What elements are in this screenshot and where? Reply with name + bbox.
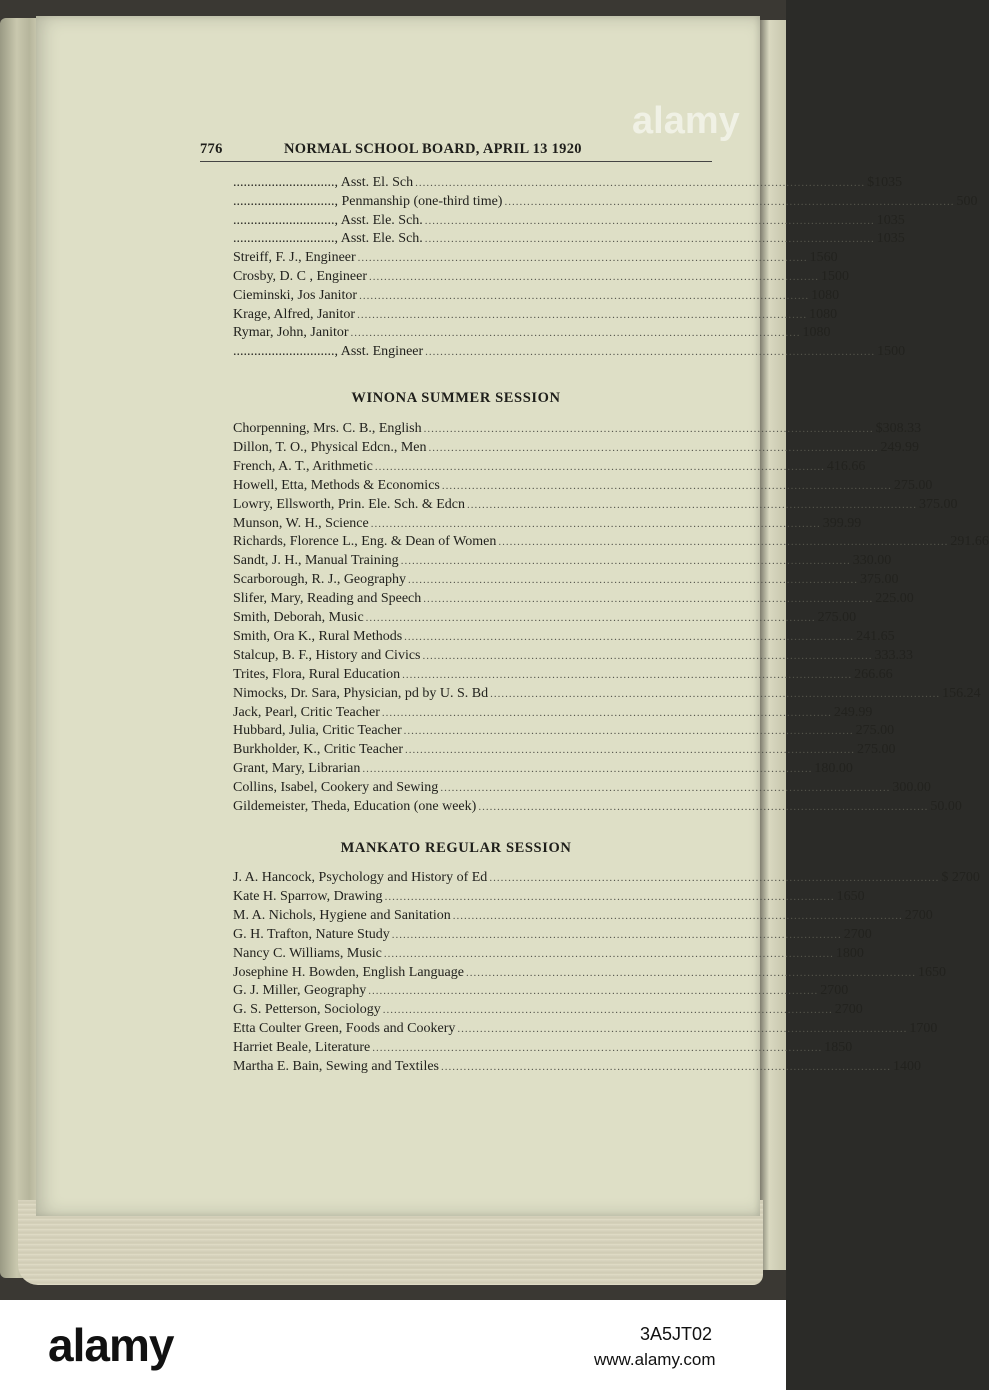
entry-name: ............................., Asst. Ele. Sch. [233,231,423,247]
leader-dots: ........................................................................................................................ [465,966,916,979]
entry-name: Munson, W. H., Science [233,515,369,531]
entry-amount: 330.00 [852,553,892,569]
leader-dots: ........................................................................................................................ [424,233,875,246]
entry-name: Slifer, Mary, Reading and Speech [233,591,422,607]
entry-amount: 1080 [811,287,840,303]
ledger-row [233,722,895,740]
entry-name: ............................., Asst. Engineer [233,344,424,360]
entry-amount: 416.66 [826,458,866,474]
entry-amount: 266.66 [854,666,893,682]
ledger-row [233,760,853,778]
entry-name: Josephine H. Bowden, English Language [233,964,464,980]
leader-dots: ........................................................................................................................ [365,612,816,624]
entry-name: Burkholder, K., Critic Teacher [233,742,404,758]
entry-name: M. A. Nichols, Hygiene and Sanitation [233,907,451,923]
ledger-row [233,628,895,646]
ledger-row [233,193,978,211]
ledger-row [233,1058,922,1076]
entry-amount: 1800 [835,945,864,961]
leader-dots: ........................................................................................................................ [369,271,820,283]
leader-dots: ........................................................................................................................ [428,441,879,454]
leader-dots: ........................................................................................................................ [382,1004,833,1017]
ledger-row [233,230,905,248]
ledger-row [233,287,840,305]
entry-name: Lowry, Ellsworth, Prin. Ele. Sch. & Edcn [233,496,466,512]
leader-dots: ........................................................................................................................ [405,744,856,757]
ledger-row [233,533,989,551]
leader-dots: ........................................................................................................................ [490,687,941,700]
entry-amount: 275.00 [855,723,895,739]
leader-dots: ........................................................................................................................ [423,593,874,606]
ledger-row [233,666,893,684]
entry-name: Rymar, John, Janitor [233,325,349,341]
leader-dots: ........................................................................................................................ [403,725,854,738]
leader-dots: ........................................................................................................................ [404,630,855,643]
entry-name: Dillon, T. O., Physical Edcn., Men [233,439,427,455]
entry-name: G. S. Petterson, Sociology [233,1002,381,1018]
leader-dots: ........................................................................................................................ [478,801,929,813]
ledger-row [233,647,913,665]
entry-name: Collins, Isabel, Cookery and Sewing [233,780,439,796]
entry-amount: 275.00 [857,742,896,758]
ledger-row [233,249,838,267]
entry-amount: 1700 [909,1021,938,1037]
entry-name: Smith, Ora K., Rural Methods [233,628,403,644]
entry-amount: 333.33 [874,647,913,663]
entry-name: ............................., Asst. El. Sch [233,175,414,190]
leader-dots: ........................................................................................................................ [440,782,891,795]
leader-dots: ........................................................................................................................ [441,479,892,492]
entry-amount: 1560 [809,250,838,266]
entry-name: Cieminski, Jos Janitor [233,287,358,303]
entry-amount: 375.00 [860,572,899,588]
winona-section-title: WINONA SUMMER SESSION [351,390,561,406]
entry-amount: 241.65 [856,628,895,644]
leader-dots: ........................................................................................................................ [374,460,825,473]
entry-amount: $308.33 [875,421,922,436]
entry-name: Smith, Deborah, Music [233,610,364,625]
entry-amount: 1080 [802,325,831,341]
ledger-row [233,268,850,286]
entry-name: Sandt, J. H., Manual Training [233,553,399,569]
leader-dots: ........................................................................................................................ [425,346,876,359]
leader-dots: ........................................................................................................................ [384,890,835,903]
ledger-row [233,907,933,925]
entry-amount: 1850 [824,1040,853,1056]
entry-amount: $1035 [867,175,903,190]
entry-name: Richards, Florence L., Eng. & Dean of Women [233,534,497,550]
leader-dots: ........................................................................................................................ [372,1042,823,1055]
entry-amount: 1400 [893,1059,922,1074]
entry-name: Nancy C. Williams, Music [233,945,382,961]
leader-dots: ........................................................................................................................ [408,574,859,587]
leader-dots: ........................................................................................................................ [402,668,853,681]
entry-amount: 249.99 [880,439,920,455]
ledger-row [233,704,873,722]
entry-amount: 500 [956,193,978,209]
entry-amount: 1035 [876,231,905,247]
leader-dots: ........................................................................................................................ [467,498,918,511]
entry-amount: 2700 [843,926,872,942]
ledger-row [233,609,857,627]
leader-dots: ........................................................................................................................ [383,947,834,960]
entry-name: Trites, Flora, Rural Education [233,666,401,682]
entry-name: Martha E. Bain, Sewing and Textiles [233,1059,440,1074]
entry-name: Streiff, F. J., Engineer [233,250,356,266]
ledger-row [233,798,962,816]
alamy-logo: alamy [48,1319,174,1371]
leader-dots: ........................................................................................................................ [498,536,949,549]
ledger-row [233,458,866,476]
ledger-row [233,306,838,324]
entry-amount: 1080 [809,306,838,322]
ledger-row [233,1020,938,1038]
ledger-row [233,945,864,963]
ledger-row [233,926,872,944]
ledger-row [233,1001,863,1019]
leader-dots: ........................................................................................................................ [357,252,808,265]
entry-name: Jack, Pearl, Critic Teacher [233,704,380,720]
entry-name: Hubbard, Julia, Critic Teacher [233,723,402,739]
entry-amount: $ 2700 [941,870,980,885]
ledger-row [233,343,906,361]
ledger-row [233,477,933,495]
entry-name: Scarborough, R. J., Geography [233,572,407,588]
ledger-row [233,571,899,589]
entry-amount: 2700 [820,983,849,999]
watermark-text: alamy [632,100,740,142]
entry-amount: 1500 [877,344,906,360]
entry-name: Harriet Beale, Literature [233,1040,371,1056]
leader-dots: ........................................................................................................................ [400,555,851,568]
entry-amount: 2700 [834,1002,863,1018]
leader-dots: ........................................................................................................................ [415,177,866,189]
entry-name: Howell, Etta, Methods & Economics [233,477,440,493]
entry-amount: 156.24 [942,685,981,701]
ledger-row [233,174,903,192]
entry-amount: 249.99 [833,704,873,720]
page-number: 776 [200,141,223,157]
leader-dots: ........................................................................................................................ [452,909,903,922]
mankato-section-title: MANKATO REGULAR SESSION [340,840,572,856]
entry-amount: 1650 [836,888,865,904]
leader-dots: ........................................................................................................................ [381,706,832,719]
ledger-row [233,982,849,1000]
leader-dots: ........................................................................................................................ [504,195,955,208]
entry-amount: 275.00 [893,477,933,493]
ledger-row [233,496,958,514]
entry-name: G. J. Miller, Geography [233,983,367,999]
running-title: NORMAL SCHOOL BOARD, APRIL 13 1920 [284,141,582,157]
leader-dots: ........................................................................................................................ [422,649,873,662]
entry-name: Grant, Mary, Librarian [233,761,361,777]
ledger-row [233,590,914,608]
ledger-row [233,439,920,457]
ledger-row [233,515,862,533]
entry-amount: 375.00 [919,496,958,512]
entry-amount: 2700 [904,907,933,923]
ledger-row [233,552,892,570]
leader-dots: ........................................................................................................................ [357,308,808,321]
ledger-row [233,1039,853,1057]
leader-dots: ........................................................................................................................ [489,872,940,884]
entry-name: Nimocks, Dr. Sara, Physician, pd by U. S. Bd [233,685,489,701]
ledger-row [233,964,946,982]
leader-dots: ........................................................................................................................ [370,517,821,530]
ledger-row [233,420,922,438]
image-id: 3A5JT02 [640,1324,713,1344]
entry-amount: 300.00 [892,780,931,796]
entry-name: French, A. T., Arithmetic [233,458,373,474]
leader-dots: ........................................................................................................................ [391,928,842,941]
leader-dots: ........................................................................................................................ [424,214,875,227]
leader-dots: ........................................................................................................................ [457,1023,908,1036]
site-url: www.alamy.com [594,1350,716,1369]
entry-name: ............................., Penmanship (one-third time) [233,193,503,209]
entry-name: Kate H. Sparrow, Drawing [233,888,383,904]
leader-dots: ........................................................................................................................ [362,763,813,776]
entry-name: Etta Coulter Green, Foods and Cookery [233,1021,456,1037]
ledger-row [233,888,865,906]
entry-amount: 399.99 [822,515,862,531]
entry-amount: 1650 [917,964,946,980]
entry-name: ............................., Asst. Ele. Sch. [233,212,423,228]
entry-amount: 1035 [876,212,905,228]
ledger-row [233,741,896,759]
ledger-row [233,212,905,230]
entry-amount: 1500 [821,269,850,284]
entry-name: Crosby, D. C , Engineer [233,269,368,284]
entry-amount: 50.00 [930,799,962,814]
leader-dots: ........................................................................................................................ [359,289,810,302]
entry-name: Gildemeister, Theda, Education (one week) [233,799,477,814]
ledger-row [233,869,980,887]
ledger-row [233,685,981,703]
entry-name: Stalcup, B. F., History and Civics [233,647,421,663]
leader-dots: ........................................................................................................................ [441,1061,892,1073]
entry-name: J. A. Hancock, Psychology and History of Ed [233,870,488,885]
ledger-row [233,779,931,797]
entry-name: Krage, Alfred, Janitor [233,306,356,322]
entry-amount: 180.00 [814,761,853,777]
entry-amount: 225.00 [875,591,914,607]
leader-dots: ........................................................................................................................ [368,985,819,998]
entry-amount: 275.00 [817,610,857,625]
page-header [200,141,712,162]
ledger-row [233,324,831,342]
entry-name: Chorpenning, Mrs. C. B., English [233,421,422,436]
entry-amount: 291.66 [950,534,989,550]
entry-name: G. H. Trafton, Nature Study [233,926,390,942]
leader-dots: ........................................................................................................................ [423,423,874,435]
leader-dots: ........................................................................................................................ [350,327,801,340]
